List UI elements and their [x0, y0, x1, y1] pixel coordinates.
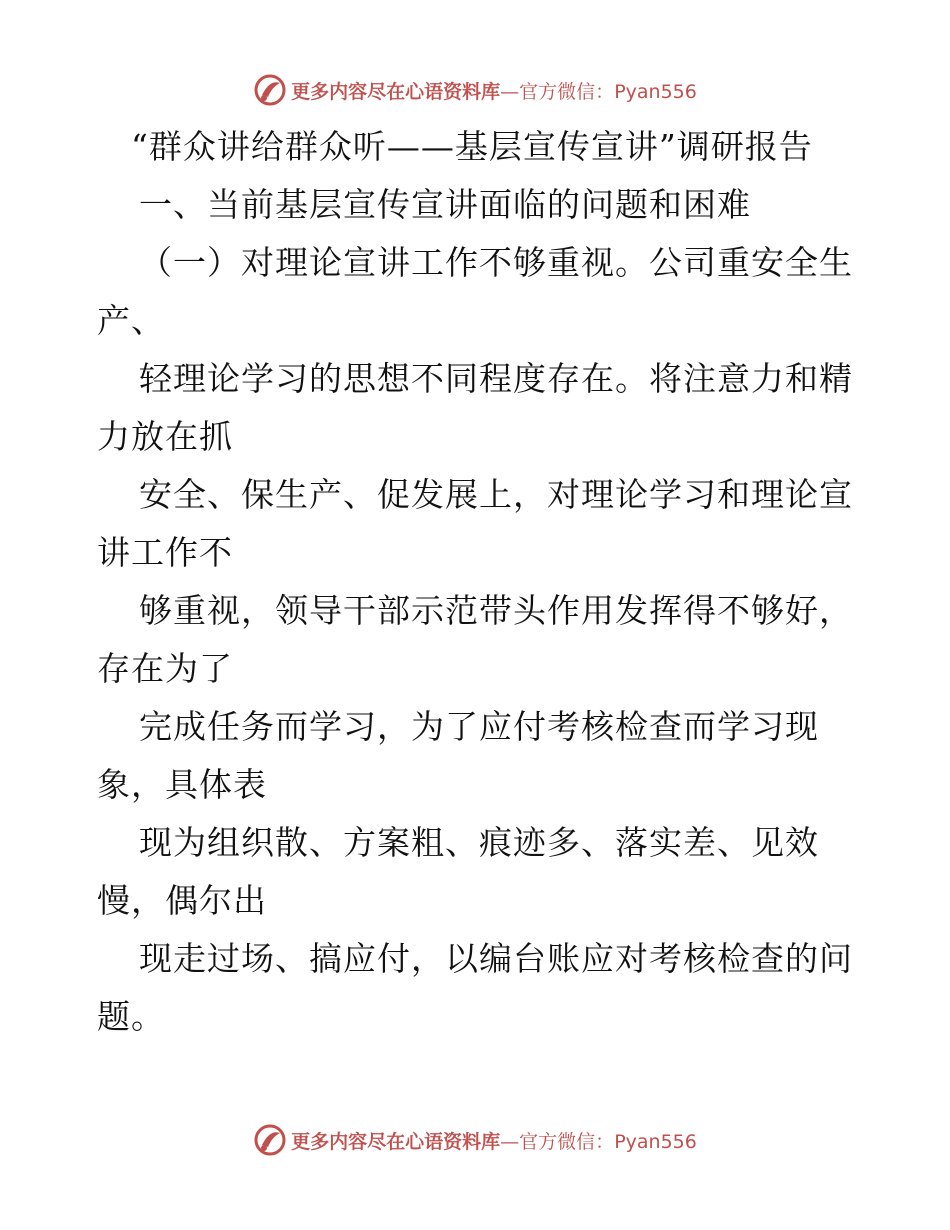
paragraph-line: 讲工作不: [97, 533, 233, 572]
paragraph-line: 产、: [97, 301, 165, 340]
logo-icon: [253, 1123, 287, 1157]
paragraph-line: 轻理论学习的思想不同程度存在。将注意力和精: [139, 359, 853, 398]
paragraph-line: 现走过场、搞应付，以编台账应对考核检查的问: [139, 939, 853, 978]
paragraph-line: （一）对理论宣讲工作不够重视。公司重安全生: [139, 243, 853, 282]
paragraph-line: 象，具体表: [97, 765, 267, 804]
logo-icon: [253, 73, 287, 107]
paragraph-line: 现为组织散、方案粗、痕迹多、落实差、见效: [139, 823, 819, 862]
paragraph-line: 完成任务而学习，为了应付考核检查而学习现: [139, 707, 819, 746]
footer-banner: [0, 1122, 950, 1158]
header-wechat-label: 官方微信：: [519, 80, 615, 103]
header-banner-text: [291, 77, 697, 104]
header-wechat-id: Pyan556: [614, 80, 697, 103]
document-body: [97, 118, 853, 1046]
header-separator: —: [500, 80, 520, 103]
section-heading: 一、当前基层宣传宣讲面临的问题和困难: [139, 185, 751, 224]
header-banner: [0, 72, 950, 108]
paragraph-line: 存在为了: [97, 649, 233, 688]
footer-wechat-id: Pyan556: [614, 1130, 697, 1153]
paragraph-line: 够重视，领导干部示范带头作用发挥得不够好，: [139, 591, 853, 630]
paragraph-line: 力放在抓: [97, 417, 233, 456]
paragraph-line: 慢，偶尔出: [97, 881, 267, 920]
footer-banner-text: [291, 1127, 697, 1154]
paragraph-line: 题。: [97, 997, 165, 1036]
paragraph-line: 安全、保生产、促发展上，对理论学习和理论宣: [139, 475, 853, 514]
document-title: “群众讲给群众听——基层宣传宣讲”调研报告: [131, 127, 813, 166]
footer-wechat-label: 官方微信：: [519, 1130, 615, 1153]
footer-separator: —: [500, 1130, 520, 1153]
header-brand: 更多内容尽在心语资料库: [291, 80, 501, 103]
footer-brand: 更多内容尽在心语资料库: [291, 1130, 501, 1153]
